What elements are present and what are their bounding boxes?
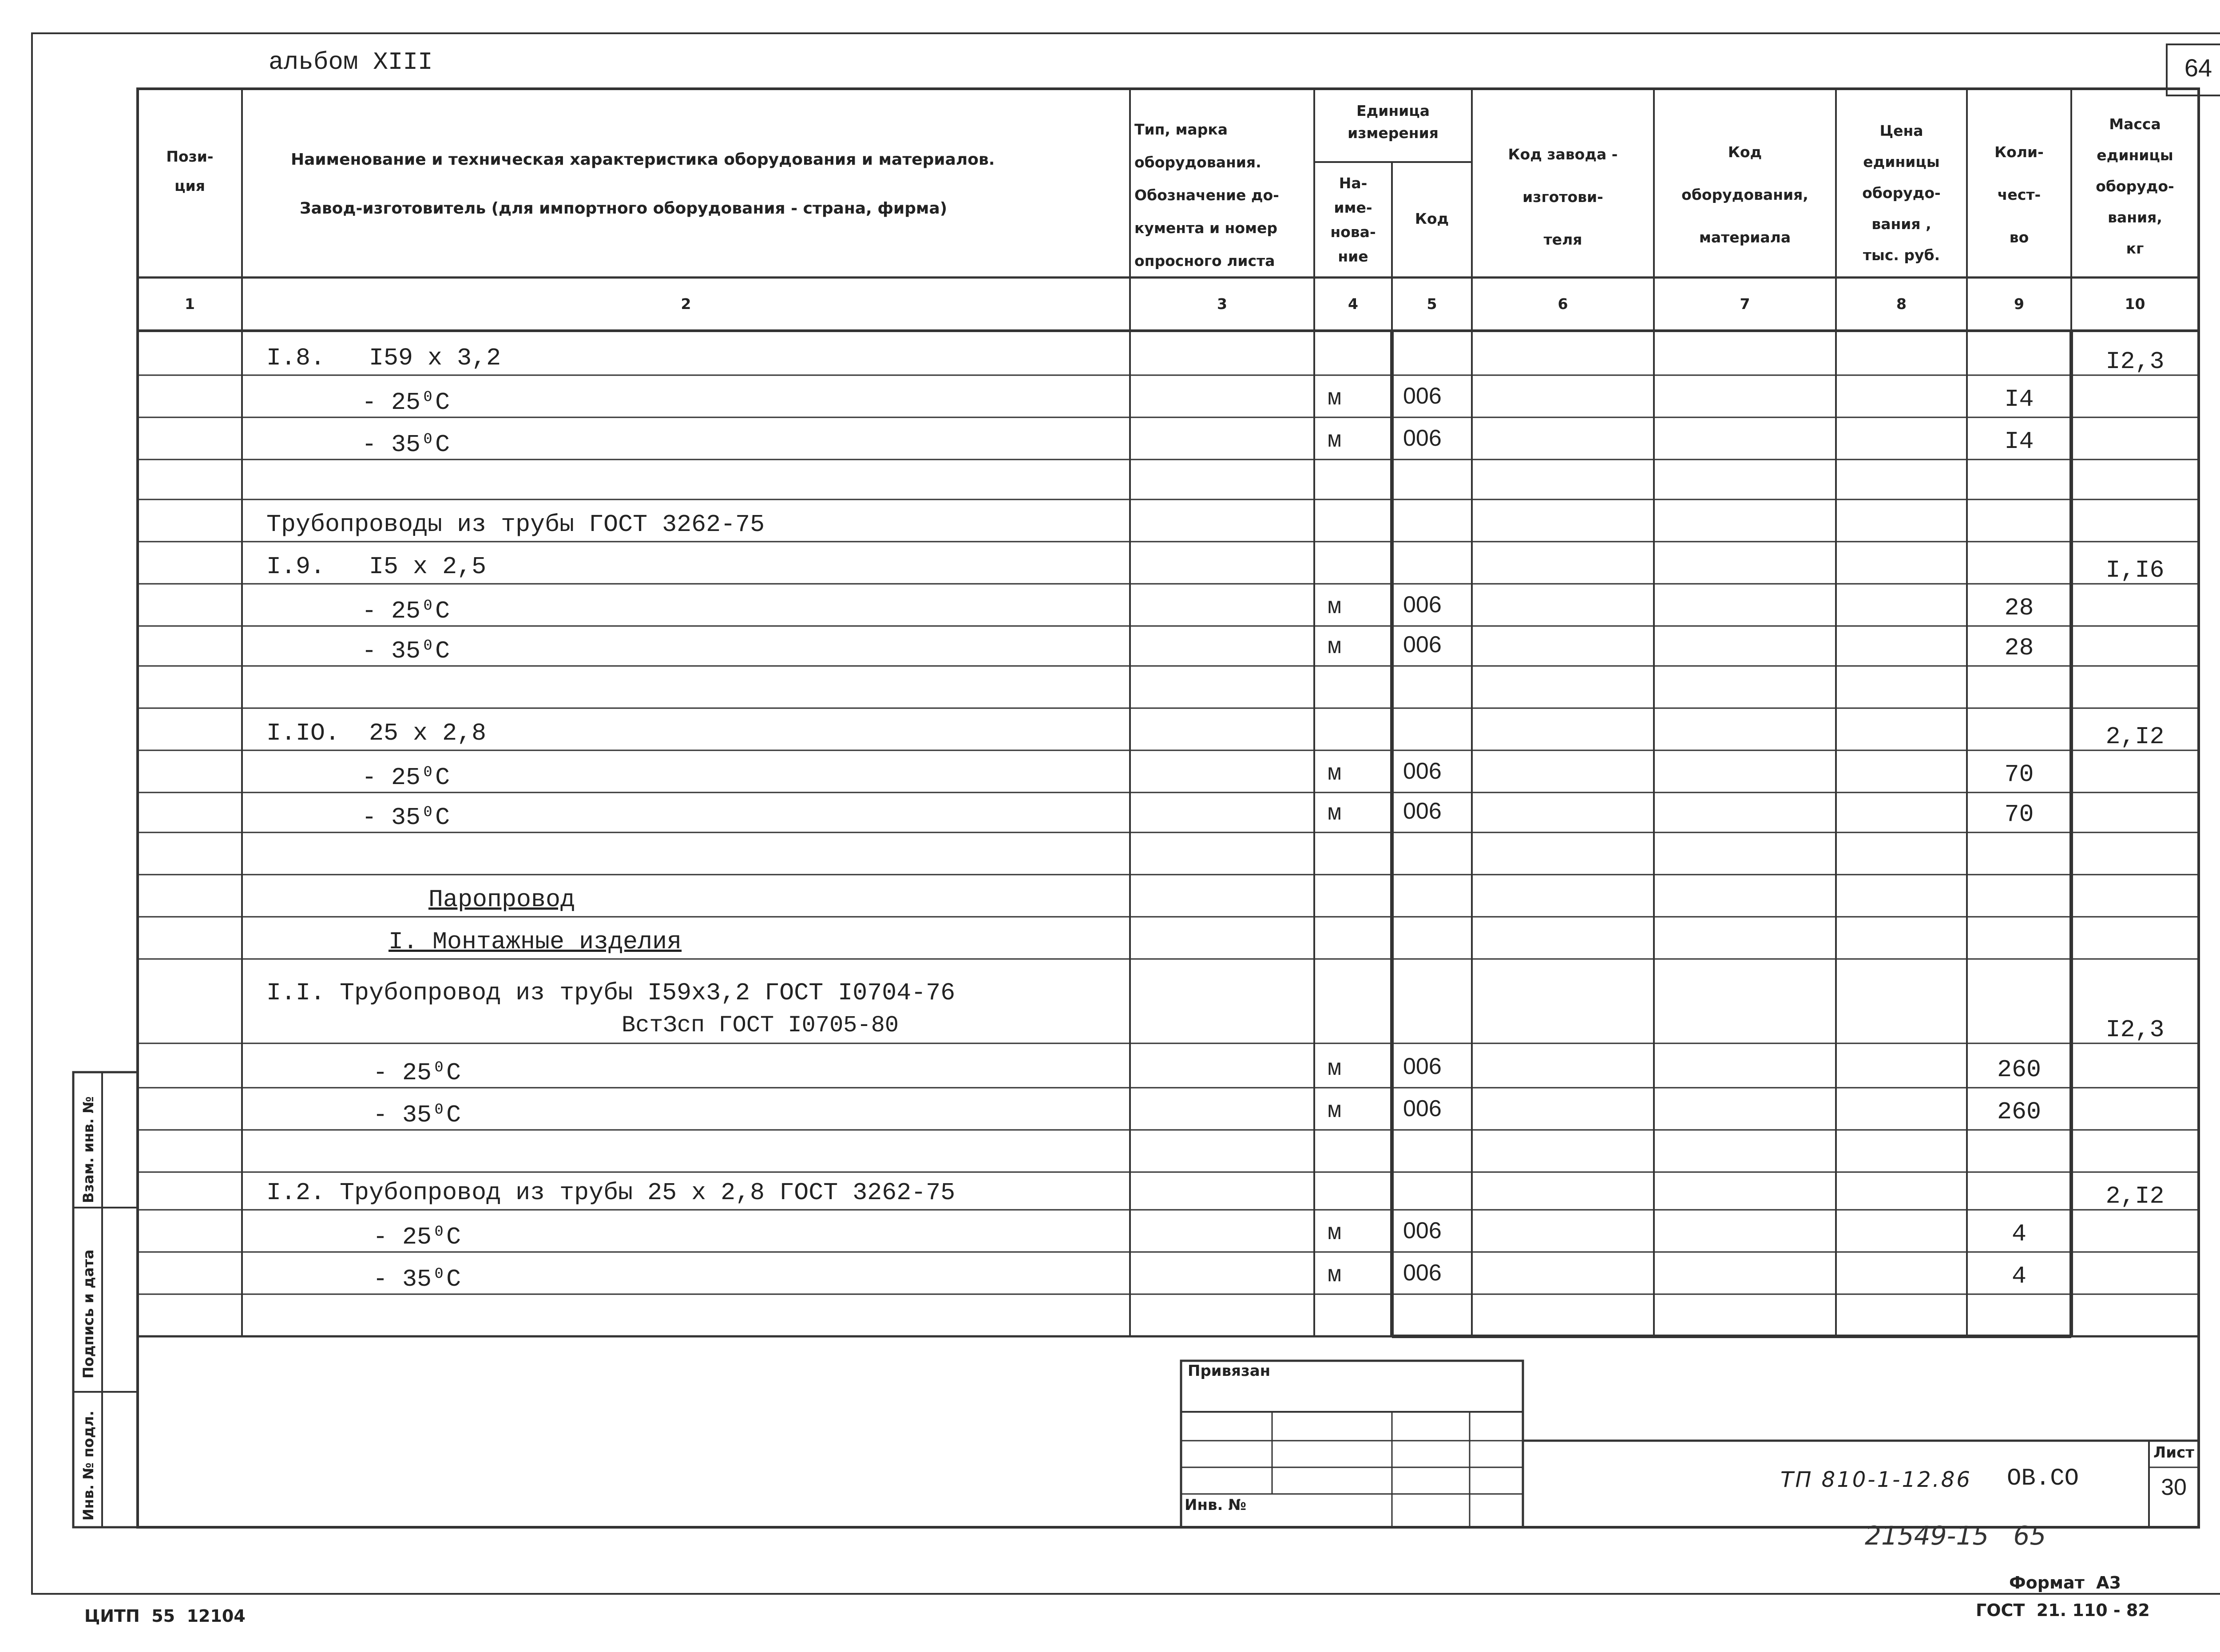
footer-gost: ГОСТ 21. 110 - 82 — [1976, 1600, 2150, 1620]
column-number: 9 — [2014, 295, 2024, 313]
column-number: 7 — [1740, 295, 1750, 313]
item-name: Паропровод — [428, 886, 575, 914]
header-line: вания, — [2108, 209, 2162, 226]
header-line: Цена — [1879, 122, 1923, 139]
header-line: На- — [1339, 174, 1368, 192]
quantity: I4 — [2004, 385, 2034, 413]
item-name: I.8. I59 x 3,2 — [266, 344, 501, 372]
doc-mark: ОВ.СО — [2007, 1465, 2079, 1492]
header-col3 — [1134, 113, 1312, 277]
header-line: оборудования, — [1681, 186, 1808, 203]
item-name: - 35⁰C — [362, 804, 450, 832]
quantity: 4 — [2011, 1262, 2026, 1290]
header-col9 — [1967, 131, 2071, 259]
header-line: оборудо- — [1862, 184, 1941, 202]
quantity: 4 — [2011, 1220, 2026, 1248]
unit-name: м — [1328, 800, 1342, 827]
header-line: ция — [174, 177, 205, 194]
header-col7 — [1654, 131, 1836, 259]
column-number: 6 — [1558, 295, 1568, 313]
header-line: единицы — [2097, 147, 2173, 164]
unit-name: м — [1328, 1056, 1342, 1082]
column-number: 10 — [2125, 295, 2145, 313]
unit-name: м — [1328, 761, 1342, 787]
item-name: - 25⁰C — [373, 1223, 461, 1251]
header-line: тыс. руб. — [1863, 246, 1940, 264]
unit-code: 006 — [1403, 758, 1442, 784]
item-name: - 25⁰C — [362, 388, 450, 416]
column-number: 5 — [1427, 295, 1437, 313]
header-unit-group — [1314, 100, 1472, 144]
header-line: Тип, марка — [1134, 121, 1228, 138]
header-line: единицы — [1863, 153, 1940, 170]
stamp-privyazan: Привязан — [1188, 1362, 1271, 1380]
footer-left-code: ЦИТП 55 12104 — [84, 1606, 246, 1626]
item-name: - 25⁰C — [362, 764, 450, 792]
header-line: Обозначение до- — [1134, 186, 1279, 204]
header-line: Код — [1415, 210, 1449, 227]
side-label-inv: Инв. № подл. — [80, 1410, 97, 1521]
unit-code: 006 — [1403, 1054, 1442, 1079]
item-name: - 25⁰C — [362, 597, 450, 625]
album-title: альбом XIII — [269, 48, 433, 76]
page-number: 64 — [2184, 54, 2212, 82]
unit-mass: 2,I2 — [2105, 723, 2164, 751]
header-line: име- — [1334, 199, 1372, 216]
footer-format: Формат А3 — [2009, 1573, 2121, 1593]
unit-code: 006 — [1403, 383, 1442, 409]
item-name: Трубопроводы из трубы ГОСТ 3262-75 — [266, 511, 765, 539]
header-line: теля — [1543, 231, 1582, 248]
doc-code: ТП 810-1-12.86 — [1780, 1467, 1972, 1492]
header-line: материала — [1699, 229, 1791, 246]
unit-mass: I2,3 — [2105, 1016, 2164, 1044]
header-col6 — [1472, 133, 1654, 261]
header-line: Единица — [1356, 102, 1430, 119]
header-line: Масса — [2109, 115, 2161, 133]
column-number: 8 — [1896, 295, 1907, 313]
unit-mass: I2,3 — [2105, 348, 2164, 376]
item-name-cont: ВстЗсп ГОСТ I0705-80 — [622, 1012, 899, 1038]
header-line: Завод-изготовитель (для импортного оборудования - страна, фирма) — [300, 199, 947, 218]
stamp-inv-no: Инв. № — [1185, 1496, 1247, 1514]
item-name: I.2. Трубопровод из трубы 25 x 2,8 ГОСТ 3262-75 — [266, 1179, 955, 1207]
header-col10 — [2071, 109, 2199, 264]
item-name: - 35⁰C — [362, 431, 450, 459]
column-number: 3 — [1217, 295, 1227, 313]
header-line: кумента и номер — [1134, 219, 1278, 237]
header-line: Коли- — [1994, 143, 2044, 161]
column-number: 1 — [185, 295, 195, 313]
header-line: нова- — [1330, 223, 1376, 241]
sheet-number: 30 — [2161, 1474, 2187, 1500]
header-line: Наименование и техническая характеристика оборудования и материалов. — [291, 151, 995, 169]
unit-name: м — [1328, 1220, 1342, 1246]
column-number: 2 — [681, 295, 691, 313]
header-col8 — [1836, 115, 1967, 271]
header-line: измерения — [1348, 124, 1439, 142]
header-col1 — [138, 142, 242, 201]
unit-mass: I,I6 — [2105, 556, 2164, 584]
column-number: 4 — [1348, 295, 1358, 313]
header-line: Пози- — [166, 148, 214, 165]
quantity: 70 — [2004, 761, 2034, 788]
quantity: 28 — [2004, 634, 2034, 662]
header-col5 — [1392, 204, 1472, 234]
item-name: - 25⁰C — [373, 1059, 461, 1087]
unit-code: 006 — [1403, 425, 1442, 451]
item-name: - 35⁰C — [373, 1265, 461, 1293]
unit-name: м — [1328, 428, 1342, 454]
unit-code: 006 — [1403, 798, 1442, 824]
unit-code: 006 — [1403, 632, 1442, 658]
header-line: Код завода - — [1508, 146, 1618, 163]
item-name: I. Монтажные изделия — [388, 928, 682, 956]
side-label-vzam: Взам. инв. № — [80, 1096, 97, 1203]
side-label-podpis: Подпись и дата — [80, 1249, 97, 1379]
unit-mass: 2,I2 — [2105, 1182, 2164, 1210]
unit-name: м — [1328, 385, 1342, 412]
header-line: изготови- — [1522, 188, 1603, 206]
unit-name: м — [1328, 634, 1342, 660]
header-line: ние — [1338, 248, 1368, 265]
unit-code: 006 — [1403, 1096, 1442, 1121]
item-name: I.9. I5 x 2,5 — [266, 553, 487, 581]
item-name: I.I. Трубопровод из трубы I59x3,2 ГОСТ I0704-76 — [266, 979, 955, 1007]
unit-name: м — [1328, 594, 1342, 620]
quantity: 70 — [2004, 800, 2034, 828]
unit-code: 006 — [1403, 1218, 1442, 1244]
sheet-label: Лист — [2153, 1444, 2194, 1462]
header-line: во — [2009, 229, 2029, 246]
quantity: I4 — [2004, 428, 2034, 456]
header-line: чест- — [1997, 186, 2041, 203]
unit-name: м — [1328, 1262, 1342, 1288]
unit-code: 006 — [1403, 592, 1442, 618]
item-name: - 35⁰C — [362, 637, 450, 665]
header-line: Код — [1728, 143, 1762, 161]
quantity: 28 — [2004, 594, 2034, 622]
item-name: I.IO. 25 x 2,8 — [266, 719, 487, 747]
header-line: оборудо- — [2096, 178, 2174, 195]
item-name: - 35⁰C — [373, 1101, 461, 1129]
quantity: 260 — [1997, 1098, 2042, 1126]
header-line: кг — [2126, 240, 2144, 257]
header-col4 — [1314, 171, 1392, 269]
quantity: 260 — [1997, 1056, 2042, 1084]
header-line: опросного листа — [1134, 252, 1275, 269]
header-line: вания , — [1871, 215, 1931, 233]
header-col2 — [242, 135, 1130, 233]
unit-name: м — [1328, 1098, 1342, 1124]
unit-code: 006 — [1403, 1260, 1442, 1286]
handwritten-number: 21549-15 65 — [1865, 1521, 2046, 1551]
header-line: оборудования. — [1134, 154, 1261, 171]
